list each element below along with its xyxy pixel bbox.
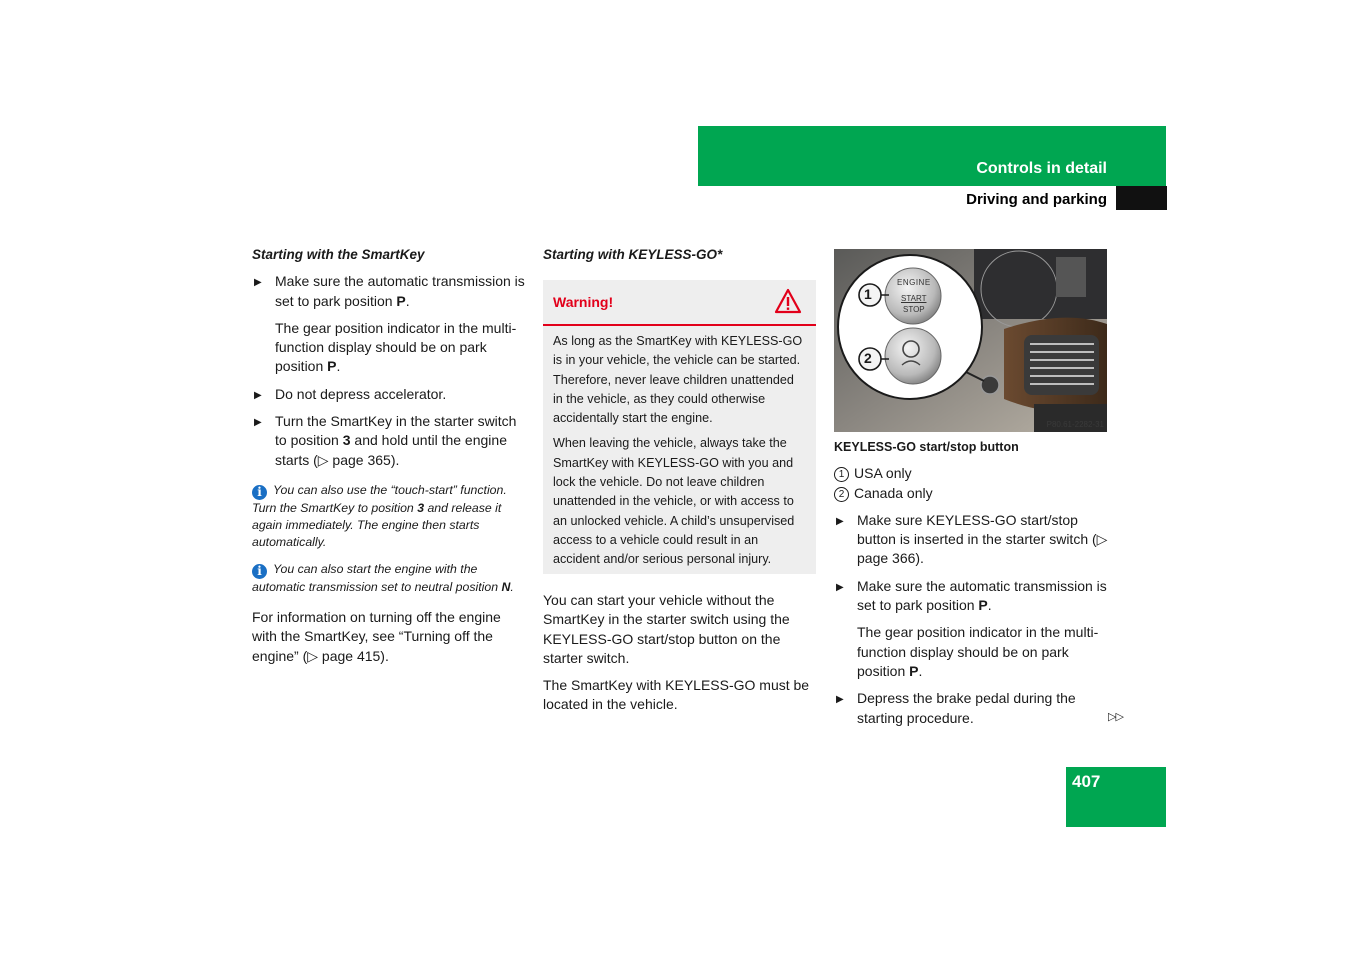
image-code: P80.61-2282-31	[1046, 420, 1104, 429]
warning-paragraph-2: When leaving the vehicle, always take the SmartKey with KEYLESS-GO with you and lock the vehicle. Do not leave children unattended in the vehicle, or with access to an unlocked vehicle. A child’s unsupervised access to a vehicle could result in an accident and/or serious personal injury.	[553, 436, 795, 567]
page-number: 407	[1072, 772, 1101, 791]
bullet-arrow-icon: ▶	[836, 515, 844, 527]
bullet-arrow-icon: ▶	[836, 581, 844, 593]
step-brake-pedal: ▶ Depress the brake pedal during the starting procedure.	[836, 690, 1076, 726]
column-middle-text	[543, 591, 816, 723]
continue-arrow-icon: ▷▷	[1108, 711, 1123, 723]
legend-item-2: 2 Canada only	[834, 484, 1114, 503]
callout-1: 1	[864, 286, 872, 302]
info-icon: i	[252, 564, 267, 579]
bullet-arrow-icon: ▶	[254, 417, 262, 429]
heading-keyless-go: Starting with KEYLESS-GO*	[543, 247, 723, 262]
column-right	[834, 438, 1114, 736]
step-transmission: ▶ Make sure the automatic transmission is set to park position P.	[254, 273, 525, 309]
button-label-stop: STOP	[903, 305, 925, 314]
warning-box	[543, 280, 816, 574]
bullet-arrow-icon: ▶	[836, 694, 844, 706]
button-label-engine: ENGINE	[897, 278, 931, 287]
info-touch-start: i You can also use the “touch-start” function. Turn the SmartKey to position 3 and release it again immediately. The engine then starts automatically.	[252, 482, 507, 549]
note-gear-indicator: The gear position indicator in the multi-function display should be on park position P.	[275, 319, 517, 375]
keyless-go-illustration	[834, 249, 1107, 432]
step-accelerator: ▶ Do not depress accelerator.	[252, 385, 528, 404]
legend-item-1: 1 USA only	[834, 464, 1114, 483]
column-middle	[543, 245, 816, 272]
warning-body	[543, 326, 816, 584]
bullet-arrow-icon: ▶	[254, 389, 262, 401]
illustration-caption: KEYLESS-GO start/stop button	[834, 440, 1019, 454]
chapter-title: Controls in detail	[976, 160, 1107, 177]
paragraph-turning-off: For information on turning off the engine with the SmartKey, see “Turning off the engine” (▷ page 415).	[252, 608, 501, 664]
paragraph-keyless-start: You can start your vehicle without the SmartKey in the starter switch using the KEYLESS-GO start/stop button on the starter switch.	[543, 592, 790, 666]
callout-2: 2	[864, 350, 872, 366]
warning-paragraph-1: As long as the SmartKey with KEYLESS-GO is in your vehicle, the vehicle can be started. Therefore, never leave children unattended in the vehicle, as they could otherwise accidentally start the engine.	[553, 334, 803, 426]
section-marker	[1116, 186, 1167, 210]
step-transmission-park: ▶ Make sure the automatic transmission is set to park position P.	[836, 577, 1107, 614]
warning-title: Warning!	[553, 294, 614, 310]
button-label-start: START	[901, 294, 927, 303]
page-number-box	[1066, 767, 1166, 827]
chapter-banner	[698, 126, 1166, 186]
column-left	[252, 245, 528, 674]
bullet-arrow-icon: ▶	[254, 277, 262, 289]
warning-header	[543, 280, 816, 326]
step-turn-smartkey: ▶ Turn the SmartKey in the starter switch to position 3 and hold until the engine starts (▷ page 365).	[254, 413, 517, 468]
info-neutral: i You can also start the engine with the automatic transmission set to neutral position N.	[252, 561, 514, 594]
heading-smartkey: Starting with the SmartKey	[252, 247, 425, 262]
step-button-inserted: ▶ Make sure KEYLESS-GO start/stop button is inserted in the starter switch (▷ page 366).	[836, 511, 1108, 567]
info-icon: i	[252, 485, 267, 500]
paragraph-keyless-location: The SmartKey with KEYLESS-GO must be located in the vehicle.	[543, 677, 810, 713]
section-title: Driving and parking	[966, 191, 1107, 208]
warning-triangle-icon	[774, 288, 802, 319]
note-gear-indicator-2: The gear position indicator in the multi-function display should be on park position P.	[857, 624, 1099, 679]
